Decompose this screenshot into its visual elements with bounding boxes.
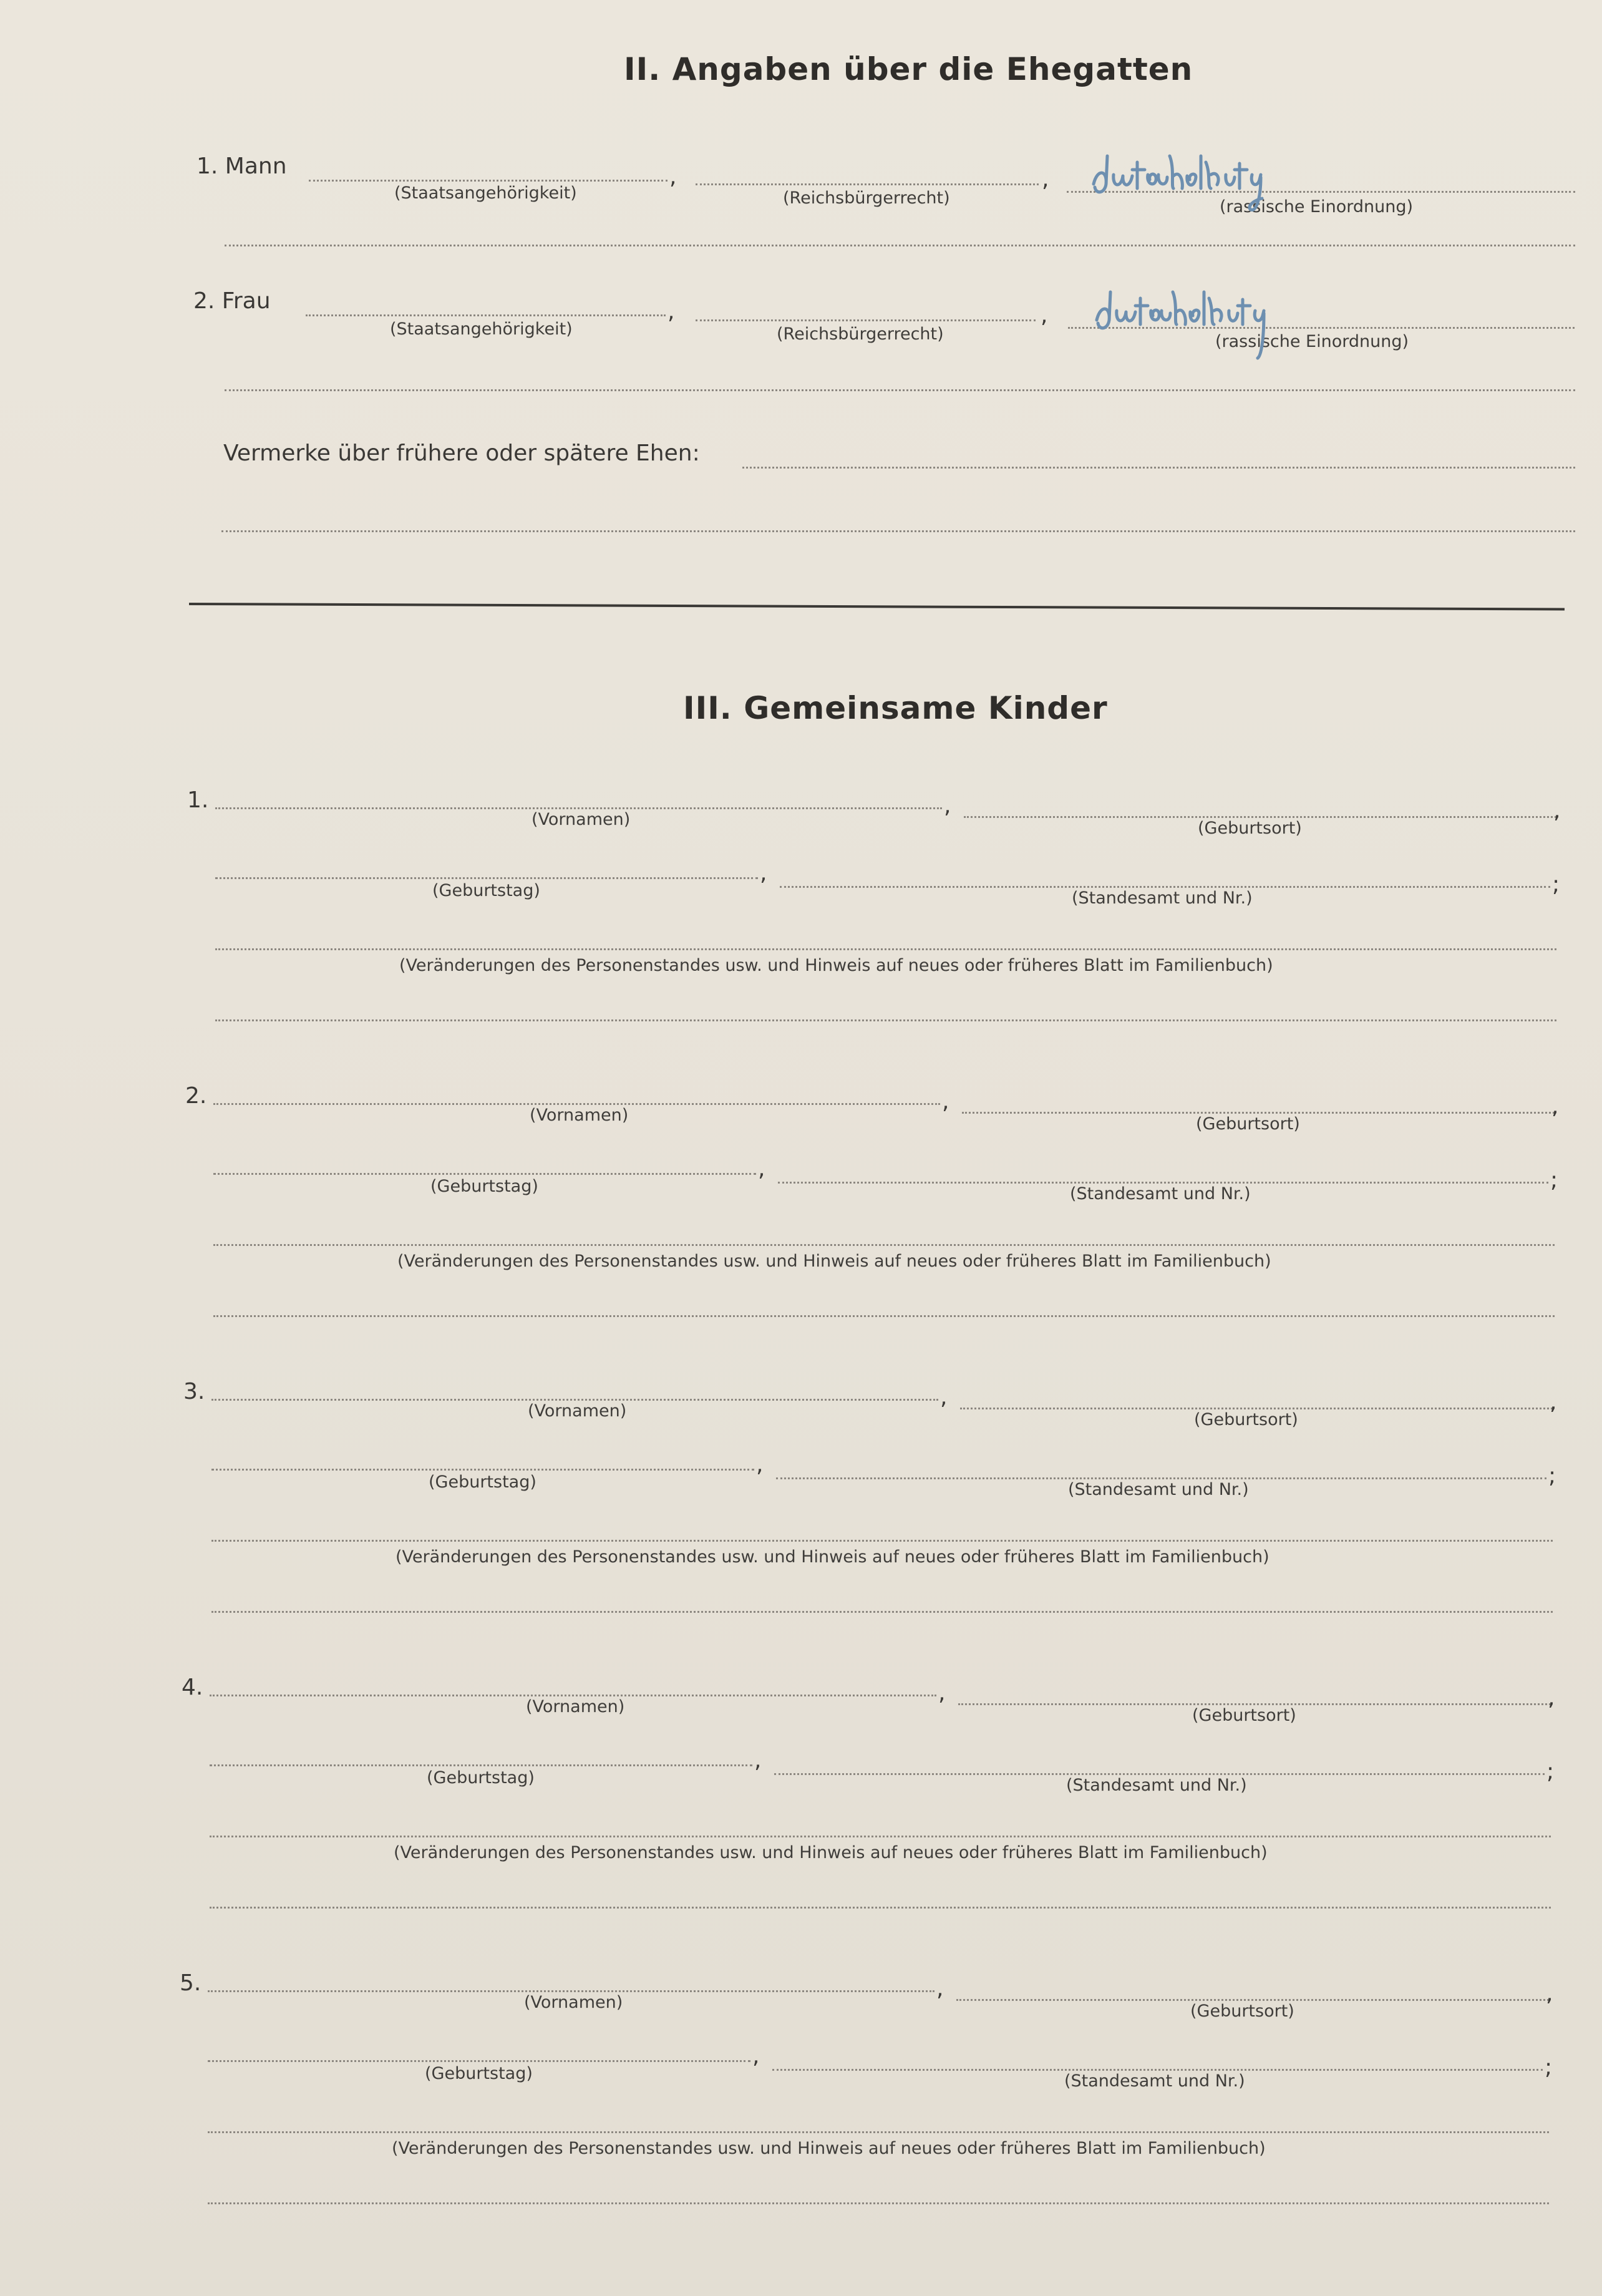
child-veraenderungen-field[interactable] <box>208 2131 1549 2133</box>
child-number: 5. <box>180 1970 201 1996</box>
child-veraenderungen-caption: (Veränderungen des Personenstandes usw. und Hinweis auf neues oder früheres Blatt im Familienbuch) <box>394 1843 1268 1862</box>
child-additional-line[interactable] <box>210 1907 1551 1909</box>
child-vornamen-caption: (Vornamen) <box>524 1993 623 2012</box>
mann-handwritten-rasse <box>1089 150 1351 225</box>
mann-reichsbuergerrecht-field[interactable] <box>696 183 1039 185</box>
comma: , <box>758 1156 765 1182</box>
child-geburtstag-caption: (Geburtstag) <box>425 2064 533 2083</box>
frau-rassische-einordnung-caption: (rassische Einordnung) <box>1215 332 1409 351</box>
frau-reichsbuergerrecht-caption: (Reichsbürgerrecht) <box>777 324 944 344</box>
child-additional-line[interactable] <box>213 1315 1555 1317</box>
semicolon: ; <box>1548 1463 1556 1489</box>
comma: , <box>1546 1981 1553 2007</box>
child-vornamen-caption: (Vornamen) <box>530 1106 629 1125</box>
child-geburtsort-caption: (Geburtsort) <box>1190 2002 1294 2021</box>
section-divider <box>189 603 1565 610</box>
comma: , <box>1042 167 1049 192</box>
child-number: 3. <box>183 1379 205 1404</box>
comma: , <box>756 1452 764 1477</box>
child-additional-line[interactable] <box>208 2202 1549 2204</box>
mann-label: 1. Mann <box>197 153 287 179</box>
comma: , <box>1548 1685 1555 1711</box>
comma: , <box>668 299 675 324</box>
frau-label: 2. Frau <box>193 288 271 314</box>
child-geburtsort-field[interactable] <box>964 816 1556 818</box>
child-standesamt-field[interactable] <box>772 2069 1543 2071</box>
vermerke-second-line[interactable] <box>221 530 1575 532</box>
child-standesamt-caption: (Standesamt und Nr.) <box>1066 1776 1247 1795</box>
comma: , <box>1550 1389 1557 1415</box>
comma: , <box>669 164 677 190</box>
child-vornamen-field[interactable] <box>208 1990 935 1992</box>
child-geburtstag-caption: (Geburtstag) <box>429 1472 536 1492</box>
child-geburtsort-field[interactable] <box>958 1703 1551 1705</box>
child-geburtstag-field[interactable] <box>215 877 758 879</box>
child-geburtstag-field[interactable] <box>208 2060 750 2062</box>
child-vornamen-caption: (Vornamen) <box>528 1401 627 1421</box>
vermerke-label: Vermerke über frühere oder spätere Ehen: <box>223 440 700 466</box>
child-additional-line[interactable] <box>211 1611 1553 1613</box>
child-veraenderungen-field[interactable] <box>213 1244 1555 1246</box>
mann-reichsbuergerrecht-caption: (Reichsbürgerrecht) <box>783 188 950 208</box>
child-geburtstag-field[interactable] <box>213 1173 756 1175</box>
child-geburtsort-caption: (Geburtsort) <box>1192 1706 1296 1725</box>
child-veraenderungen-field[interactable] <box>215 948 1556 950</box>
child-standesamt-field[interactable] <box>780 886 1550 888</box>
vermerke-field[interactable] <box>742 467 1575 469</box>
child-geburtsort-field[interactable] <box>956 1999 1549 2001</box>
child-veraenderungen-field[interactable] <box>211 1540 1553 1542</box>
child-vornamen-caption: (Vornamen) <box>526 1697 625 1716</box>
section-2-heading: II. Angaben über die Ehegatten <box>624 51 1193 87</box>
semicolon: ; <box>1546 1759 1555 1784</box>
child-geburtstag-caption: (Geburtstag) <box>430 1177 538 1196</box>
comma: , <box>940 1384 948 1410</box>
child-standesamt-caption: (Standesamt und Nr.) <box>1068 1480 1249 1499</box>
child-standesamt-caption: (Standesamt und Nr.) <box>1064 2071 1245 2091</box>
semicolon: ; <box>1545 2055 1553 2080</box>
comma: , <box>760 860 767 886</box>
frau-second-line[interactable] <box>225 389 1575 391</box>
frau-staatsangehoerigkeit-caption: (Staatsangehörigkeit) <box>390 319 573 339</box>
frau-handwritten-rasse <box>1092 286 1354 367</box>
mann-second-line[interactable] <box>225 245 1575 246</box>
child-veraenderungen-caption: (Veränderungen des Personenstandes usw. und Hinweis auf neues oder früheres Blatt im Familienbuch) <box>397 1252 1271 1271</box>
comma: , <box>938 1680 946 1706</box>
child-vornamen-field[interactable] <box>211 1399 938 1401</box>
child-standesamt-caption: (Standesamt und Nr.) <box>1072 888 1253 908</box>
child-veraenderungen-caption: (Veränderungen des Personenstandes usw. und Hinweis auf neues oder früheres Blatt im Familienbuch) <box>396 1547 1269 1567</box>
child-veraenderungen-caption: (Veränderungen des Personenstandes usw. und Hinweis auf neues oder früheres Blatt im Familienbuch) <box>399 956 1273 975</box>
child-standesamt-field[interactable] <box>778 1182 1548 1184</box>
section-3-heading: III. Gemeinsame Kinder <box>683 690 1108 726</box>
frau-reichsbuergerrecht-field[interactable] <box>696 319 1036 321</box>
child-standesamt-field[interactable] <box>776 1477 1546 1479</box>
comma: , <box>936 1976 944 2002</box>
child-vornamen-field[interactable] <box>213 1103 940 1105</box>
child-number: 4. <box>182 1675 203 1700</box>
child-geburtstag-caption: (Geburtstag) <box>427 1768 535 1788</box>
comma: , <box>944 793 951 819</box>
child-geburtsort-field[interactable] <box>960 1408 1553 1409</box>
child-veraenderungen-field[interactable] <box>210 1836 1551 1837</box>
semicolon: ; <box>1552 872 1560 897</box>
child-standesamt-caption: (Standesamt und Nr.) <box>1070 1184 1251 1204</box>
comma: , <box>1553 798 1561 824</box>
child-geburtstag-field[interactable] <box>210 1764 752 1766</box>
child-vornamen-caption: (Vornamen) <box>532 810 631 829</box>
child-geburtsort-field[interactable] <box>962 1112 1555 1114</box>
child-additional-line[interactable] <box>215 1019 1556 1021</box>
comma: , <box>1041 303 1048 328</box>
child-number: 2. <box>185 1083 207 1109</box>
frau-staatsangehoerigkeit-field[interactable] <box>306 314 666 316</box>
comma: , <box>942 1089 949 1114</box>
child-geburtsort-caption: (Geburtsort) <box>1196 1114 1300 1134</box>
mann-rassische-einordnung-caption: (rassische Einordnung) <box>1220 197 1413 216</box>
child-geburtsort-caption: (Geburtsort) <box>1198 819 1302 838</box>
mann-staatsangehoerigkeit-caption: (Staatsangehörigkeit) <box>394 183 577 203</box>
semicolon: ; <box>1550 1167 1558 1193</box>
child-standesamt-field[interactable] <box>774 1773 1545 1775</box>
comma: , <box>752 2043 760 2069</box>
child-number: 1. <box>187 787 209 813</box>
child-veraenderungen-caption: (Veränderungen des Personenstandes usw. und Hinweis auf neues oder früheres Blatt im Familienbuch) <box>392 2139 1266 2158</box>
child-vornamen-field[interactable] <box>215 807 942 809</box>
child-vornamen-field[interactable] <box>210 1695 936 1696</box>
child-geburtstag-caption: (Geburtstag) <box>432 881 540 900</box>
child-geburtstag-field[interactable] <box>211 1469 754 1471</box>
child-geburtsort-caption: (Geburtsort) <box>1194 1410 1298 1429</box>
mann-staatsangehoerigkeit-field[interactable] <box>309 180 668 182</box>
comma: , <box>754 1748 762 1773</box>
comma: , <box>1551 1094 1559 1119</box>
